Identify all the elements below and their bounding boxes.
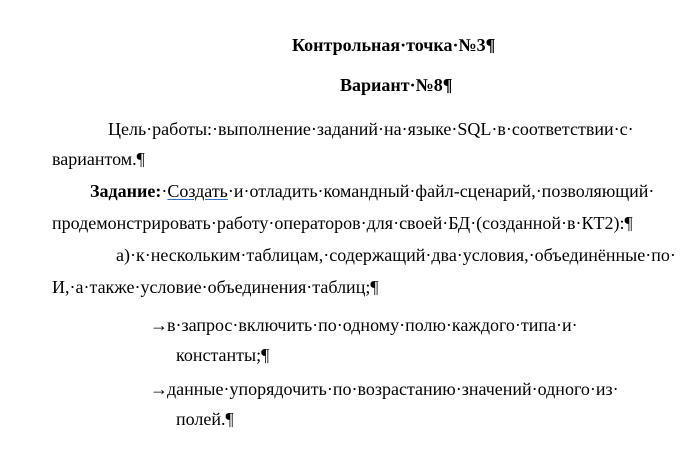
bullet-2-line-1 bbox=[150, 378, 619, 400]
task-link-word[interactable]: Создать bbox=[167, 181, 228, 201]
item-a-line-2: И,·а·также·условие·объединения·таблиц;¶ bbox=[52, 277, 379, 297]
document-title: Контрольная·точка·№3¶ bbox=[292, 35, 496, 55]
task-line-1 bbox=[90, 180, 654, 202]
arrow-right-icon: → bbox=[150, 315, 167, 335]
bullet-2-text: данные·упорядочить·по·возрастанию·значений·одного·из· bbox=[167, 379, 619, 399]
bullet-1-line-1 bbox=[150, 314, 578, 336]
item-a-line-1: а)·к·нескольким·таблицам,·содержащий·два·условия,·объединённые·по· bbox=[116, 245, 676, 265]
bullet-1-line-2: константы;¶ bbox=[176, 345, 270, 365]
task-line-2: продемонстрировать·работу·операторов·для·своей·БД·(созданной·в·КТ2):¶ bbox=[52, 213, 633, 233]
task-label: Задание: bbox=[90, 181, 162, 201]
task-link-prefix: · bbox=[161, 181, 168, 201]
goal-line-2: вариантом.¶ bbox=[52, 149, 145, 169]
task-line-1-rest: ·и·отладить·командный·файл-сценарий,·позволяющий· bbox=[227, 181, 655, 201]
goal-line-1: Цель·работы:·выполнение·заданий·на·языке·SQL·в·соответствии·с· bbox=[108, 119, 634, 139]
bullet-2-line-2: полей.¶ bbox=[176, 409, 234, 429]
arrow-right-icon: → bbox=[150, 379, 167, 399]
bullet-1-text: в·запрос·включить·по·одному·полю·каждого·типа·и· bbox=[167, 315, 578, 335]
variant-heading: Вариант·№8¶ bbox=[340, 75, 453, 95]
